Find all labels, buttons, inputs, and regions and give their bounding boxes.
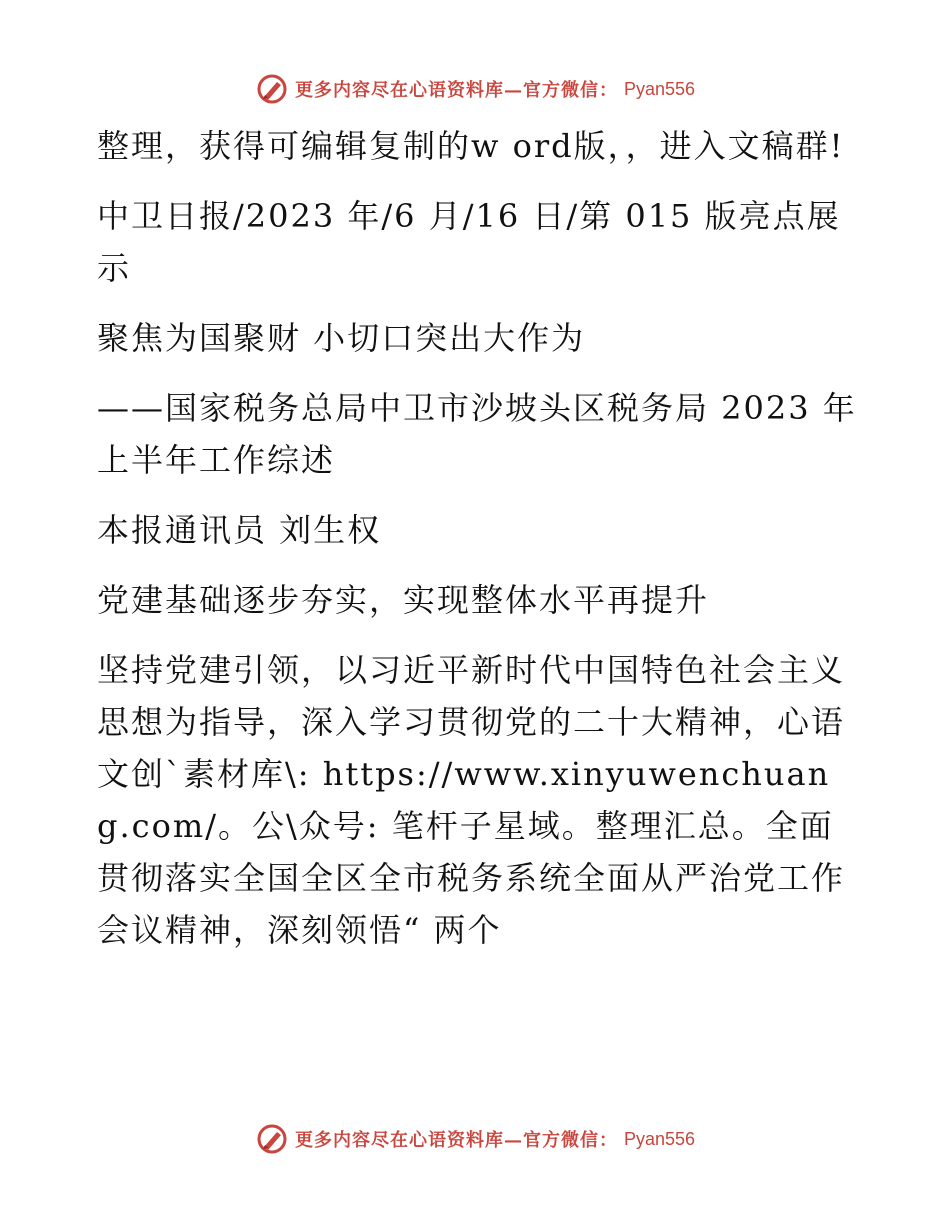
section-heading: 党建基础逐步夯实，实现整体水平再提升 [97, 581, 710, 619]
pen-logo-icon [255, 72, 289, 106]
header-watermark [0, 72, 950, 106]
article-subtitle: ——国家税务总局中卫市沙坡头区税务局 2023 年上半年工作综述 [97, 389, 857, 479]
paragraph-notice: 整理，获得可编辑复制的w ord版，，进入文稿群! [97, 127, 845, 165]
body-paragraph: 坚持党建引领，以习近平新时代中国特色社会主义思想为指导，深入学习贯彻党的二十大精神，心语文创`素材库\: https://www.xinyuwenchuang.com/。公\众号: 笔杆子星域。整理汇总。全面贯彻落实全国全区全市税务系统全面从严治党工作会议精神，深刻领悟“ 两个 [97, 651, 846, 949]
watermark-wechat-id: Pyan556 [623, 1128, 696, 1149]
article-title: 聚焦为国聚财 小切口突出大作为 [97, 319, 586, 357]
pen-logo-icon [255, 1122, 289, 1156]
article-byline: 本报通讯员 刘生权 [97, 511, 382, 549]
document-body [97, 120, 857, 974]
paragraph-source: 中卫日报/2023 年/6 月/16 日/第 015 版亮点展示 [97, 197, 841, 287]
footer-watermark [0, 1122, 950, 1156]
watermark-wechat-id: Pyan556 [623, 78, 696, 99]
watermark-text: 更多内容尽在心语资料库—官方微信： [294, 1130, 618, 1151]
watermark-text: 更多内容尽在心语资料库—官方微信： [294, 80, 618, 101]
